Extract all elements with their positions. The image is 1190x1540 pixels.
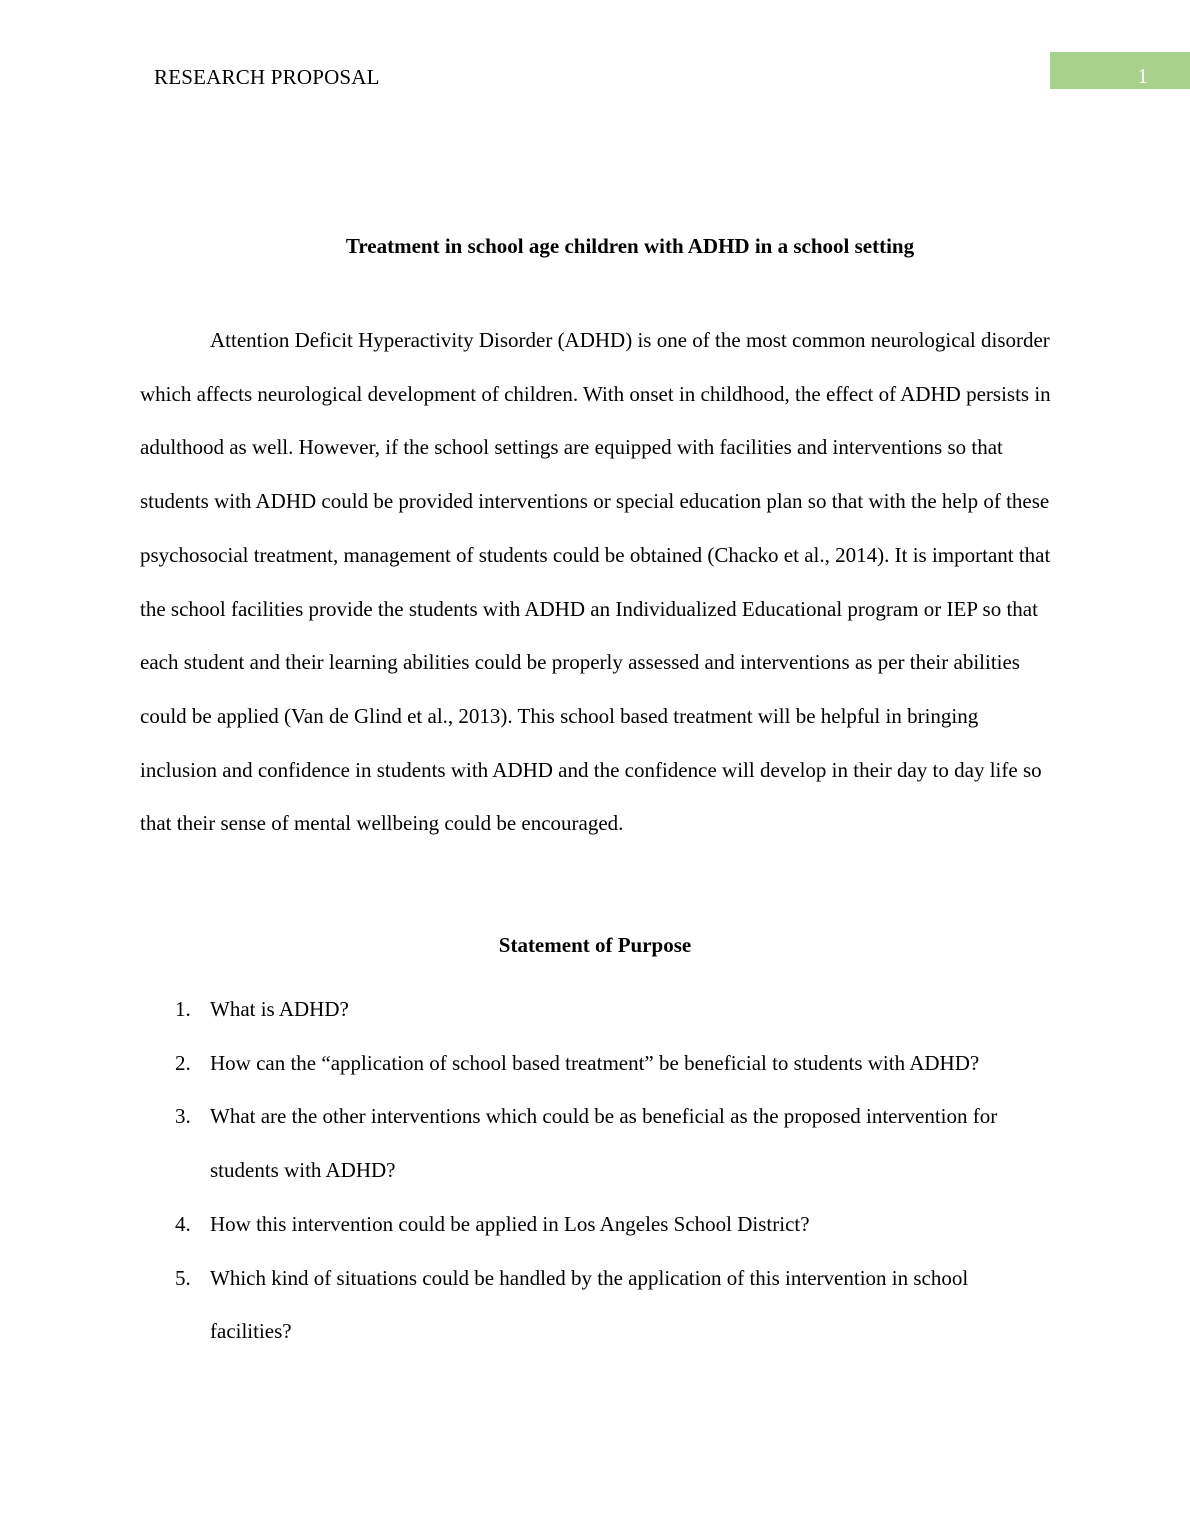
page-number-box bbox=[1050, 52, 1190, 89]
purpose-list bbox=[140, 983, 1050, 1359]
purpose-item-number: 1. bbox=[175, 997, 191, 1021]
running-head: RESEARCH PROPOSAL bbox=[154, 65, 380, 89]
purpose-item-text: Which kind of situations could be handled by the application of this intervention in school facilities? bbox=[210, 1265, 969, 1344]
purpose-item-text: What is ADHD? bbox=[210, 997, 349, 1021]
intro-paragraph: Attention Deficit Hyperactivity Disorder (ADHD) is one of the most common neurological disorder which affects neurological development of children. With onset in childhood, the effect of ADHD persists in adulthood as well. However, if the school settings are equipped with facilities and interventions so that students with ADHD could be provided interventions or special education plan so that with the help of these psychosocial treatment, management of students could be obtained (Chacko et al., 2014). It is important that the school facilities provide the students with ADHD an Individualized Educational program or IEP so that each student and their learning abilities could be properly assessed and interventions as per their abilities could be applied (Van de Glind et al., 2013). This school based treatment will be helpful in bringing inclusion and confidence in students with ADHD and the confidence will develop in their day to day life so that their sense of mental wellbeing could be encouraged. bbox=[140, 328, 1051, 836]
purpose-heading: Statement of Purpose bbox=[498, 933, 692, 957]
purpose-list-item bbox=[140, 1252, 1050, 1359]
purpose-list-item bbox=[140, 1037, 1050, 1091]
purpose-item-text: What are the other interventions which could be as beneficial as the proposed intervention for students with ADHD? bbox=[210, 1104, 998, 1183]
purpose-list-item bbox=[140, 1090, 1050, 1197]
purpose-item-number: 4. bbox=[175, 1211, 191, 1236]
page-number: 1 bbox=[1137, 64, 1148, 88]
purpose-item-text: How this intervention could be applied in Los Angeles School District? bbox=[210, 1211, 810, 1236]
purpose-item-number: 3. bbox=[175, 1104, 191, 1129]
document-title: Treatment in school age children with ADHD in a school setting bbox=[345, 234, 915, 258]
purpose-item-text: How can the “application of school based treatment” be beneficial to students with ADHD? bbox=[210, 1050, 980, 1075]
purpose-list-item bbox=[140, 1198, 1050, 1252]
purpose-list-item bbox=[140, 983, 1050, 1037]
purpose-item-number: 5. bbox=[175, 1265, 191, 1290]
purpose-item-number: 2. bbox=[175, 1050, 191, 1075]
